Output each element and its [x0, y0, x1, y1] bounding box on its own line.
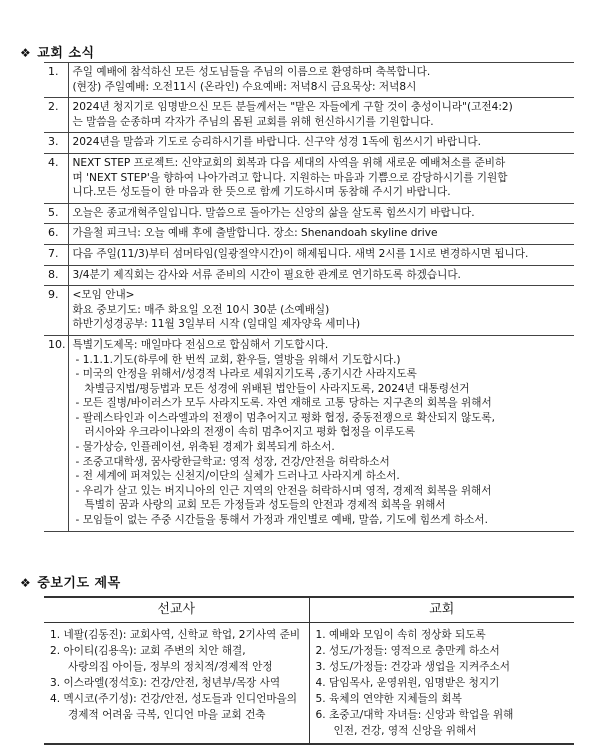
special-prayer-bullet-cont	[73, 425, 571, 440]
dash-bullet-icon: -	[75, 470, 83, 483]
special-prayer-text: 러시아와 우크라이나와의 전쟁이 속히 멈추어지고 평화 협정을 이루도록	[84, 426, 416, 439]
prayer-item-line: 3. 성도/가정들: 건강과 생업을 지켜주소서	[315, 661, 510, 673]
prayer-item-line: 6. 초중고/대학 자녀들: 신앙과 학업을 위해	[315, 709, 514, 721]
news-item-number: 8.	[44, 265, 68, 286]
news-item-number: 1.	[44, 63, 68, 98]
special-prayer-bullet	[73, 367, 571, 382]
news-item-number: 7.	[44, 244, 68, 265]
news-item-line: 화요 중보기도: 매주 화요일 오전 10시 30분 (소예배실)	[72, 303, 330, 316]
news-item	[44, 203, 574, 224]
news-item	[44, 224, 574, 245]
prayer-section-title	[20, 572, 121, 591]
dash-bullet-icon: -	[75, 455, 83, 468]
prayer-item-line: 1. 예배와 모임이 속히 정상화 되도록	[315, 629, 486, 641]
special-prayer-bullet	[73, 440, 571, 455]
news-item-line: 2024년 청지기로 임명받으신 모든 분들께서는 "맡은 자들에게 구할 것이 충성이니라"(고전4:2)	[72, 101, 513, 114]
news-item-number: 2.	[44, 98, 68, 133]
news-item	[44, 153, 574, 203]
dash-bullet-icon: -	[75, 353, 83, 366]
special-prayer-text: 전 세계에 퍼져있는 신천지/이단의 실체가 드러나고 사라지게 하소서.	[82, 470, 400, 483]
news-item	[44, 265, 574, 286]
news-item-text	[68, 153, 574, 203]
news-item-number: 3.	[44, 133, 68, 154]
news-item-text	[68, 265, 574, 286]
dash-bullet-icon: -	[75, 411, 83, 424]
prayer-item-line: 2. 성도/가정들: 영적으로 충만케 하소서	[315, 645, 500, 657]
news-table-body	[44, 63, 574, 532]
missionary-prayer-list	[44, 623, 309, 745]
news-item-number: 4.	[44, 153, 68, 203]
news-item-text	[68, 203, 574, 224]
prayer-table	[44, 596, 574, 745]
news-item-line: NEXT STEP 프로젝트: 신약교회의 회복과 다음 세대의 사역을 위해 새로운 예배처소를 준비하	[72, 156, 506, 169]
dash-bullet-icon: -	[75, 397, 83, 410]
special-prayer-text: 우리가 살고 있는 버지니아의 인근 지역의 안전을 허락하시며 영적, 경제적 회복을 위해서	[82, 484, 492, 497]
news-item	[44, 244, 574, 265]
news-item-text	[68, 224, 574, 245]
church-column-header: 교회	[309, 597, 574, 623]
news-item-line: <모임 안내>	[72, 289, 135, 302]
special-prayer-text: 조중고대학생, 꿈사랑한글학교: 영적 성장, 건강/안전을 허락하소서	[82, 455, 390, 468]
missionary-column-header: 선교사	[44, 597, 309, 623]
news-item-text	[68, 244, 574, 265]
news-item	[44, 286, 574, 336]
special-prayer-bullet	[73, 484, 571, 499]
special-prayer-bullet	[73, 411, 571, 426]
special-prayer-text: 팔레스타인과 이스라엘과의 전쟁이 멈추어지고 평화 협정, 중동전쟁으로 확산되지 않도록,	[82, 411, 496, 424]
prayer-item-line: 인전, 건강, 영적 신앙을 위해서	[333, 725, 477, 737]
special-prayer-text: 특별히 꿈과 사랑의 교회 모든 가정들과 성도들의 안전과 경제적 회복을 위해서	[84, 499, 446, 512]
news-item-line: 3/4분기 제직회는 감사와 서류 준비의 시간이 필요한 관계로 연기하도록 하겠습니다.	[72, 268, 461, 281]
special-prayer-bullet	[73, 396, 571, 411]
special-prayer-bullet-cont	[73, 382, 571, 397]
diamond-bullet-icon: ❖	[20, 46, 32, 60]
dash-bullet-icon: -	[75, 368, 83, 381]
news-item-line: 주일 예배에 참석하신 모든 성도님들을 주님의 이름으로 환영하며 축복합니다.	[72, 66, 431, 78]
special-prayer-bullet	[73, 469, 571, 484]
news-item-line: 며 'NEXT STEP'을 향하여 나아가려고 합니다. 지원하는 마음과 기쁨으로 감당하시기를 기원합	[72, 171, 508, 184]
news-item-line: 니다.모든 성도들이 한 마음과 한 뜻으로 함께 기도하시며 동참해 주시기 바랍니다.	[72, 186, 451, 199]
news-item-line: 하반기성경공부: 11월 3일부터 시작 (일대일 제자양육 세미나)	[72, 318, 361, 331]
news-item-text	[68, 98, 574, 133]
news-item-number: 10.	[44, 335, 68, 531]
news-table	[44, 62, 574, 532]
church-prayer-list	[309, 623, 574, 745]
special-prayer-text: 모임들이 없는 주중 시간들을 통해서 가정과 개인별로 예배, 말씀, 기도에 힘쓰게 하소서.	[82, 514, 489, 527]
news-item-number: 5.	[44, 203, 68, 224]
prayer-item-line: 2. 아이티(김용옥): 교회 주변의 치안 해결,	[50, 645, 246, 657]
special-prayer-bullet	[73, 513, 571, 528]
news-item-line: 가을철 피크닉: 오늘 예배 후에 출발합니다. 장소: Shenandoah skyline drive	[72, 227, 438, 240]
special-prayer-text: 물가상승, 인플레이션, 위축된 경제가 회복되게 하소서.	[82, 441, 335, 454]
special-prayer-bullet	[73, 455, 571, 470]
news-item-line: 오늘은 종교개혁주일입니다. 말씀으로 돌아가는 신앙의 삶을 살도록 힘쓰시기 바랍니다.	[72, 206, 475, 219]
prayer-item-line: 3. 이스라엘(정석호): 건강/안전, 청년부/목장 사역	[50, 677, 281, 689]
special-prayer-text: 1.1.1.기도(하루에 한 번씩 교회, 환우들, 열방을 위해서 기도합시다.)	[82, 353, 401, 366]
special-prayer-header: 특별기도제목: 매일마다 전심으로 합심해서 기도합시다.	[72, 338, 329, 351]
news-item-text	[68, 286, 574, 336]
special-prayer-text: 모든 질병/바이러스가 모두 사라지도록. 자연 재해로 고통 당하는 지구촌의 회복을 위해서	[82, 397, 492, 410]
prayer-item-line: 4. 담임목사, 운영위원, 임명받은 청지기	[315, 677, 500, 689]
prayer-title-text: 중보기도 제목	[37, 576, 121, 591]
special-prayer-bullet-cont	[73, 498, 571, 513]
prayer-item-line: 1. 네팔(김동진): 교회사역, 신학교 학업, 2기사역 준비	[50, 629, 301, 641]
news-section-title	[20, 42, 95, 61]
dash-bullet-icon: -	[75, 514, 83, 527]
special-prayer-text: 차별금지법/평등법과 모든 성경에 위배된 법안들이 사라지도록, 2024년 대통령선거	[84, 382, 470, 395]
news-item-line: 다음 주일(11/3)부터 섬머타임(일광절약시간)이 해제됩니다. 새벽 2시를 1시로 변경하시면 됩니다.	[72, 247, 529, 260]
news-item	[44, 133, 574, 154]
dash-bullet-icon: -	[75, 441, 83, 454]
news-item-number: 9.	[44, 286, 68, 336]
diamond-bullet-icon: ❖	[20, 576, 32, 590]
news-item	[44, 63, 574, 98]
news-item-line: 2024년을 말씀과 기도로 승리하시기를 바랍니다. 신구약 성경 1독에 힘쓰시기 바랍니다.	[72, 136, 481, 149]
news-item-line: 는 말씀을 순종하며 각자가 주님의 몸된 교회를 위해 헌신하시기를 기원합니다.	[72, 115, 434, 128]
news-item-text	[68, 133, 574, 154]
news-item-number: 6.	[44, 224, 68, 245]
news-item-text	[68, 335, 574, 531]
news-title-text: 교회 소식	[37, 46, 95, 61]
prayer-item-line: 5. 육체의 연약한 지체들의 회복	[315, 693, 462, 705]
news-item-text	[68, 63, 574, 98]
news-item	[44, 98, 574, 133]
prayer-item-line: 사랑의집 아이들, 정부의 정치적/경제적 안정	[68, 661, 273, 673]
news-item-line: (현장) 주일예배: 오전11시 (온라인) 수요예배: 저녁8시 금요묵상: 저녁8시	[72, 80, 417, 93]
news-item	[44, 335, 574, 531]
prayer-item-line: 4. 멕시코(주기성): 건강/안전, 성도들과 인디언마을의	[50, 693, 298, 705]
special-prayer-text: 미국의 안정을 위해서/성경적 나라로 세워지기도록 ,종기시간 사라지도록	[82, 368, 417, 381]
special-prayer-bullet	[73, 353, 571, 368]
prayer-item-line: 경제적 어려움 극복, 인디언 마을 교회 건축	[68, 709, 266, 721]
dash-bullet-icon: -	[75, 484, 83, 497]
